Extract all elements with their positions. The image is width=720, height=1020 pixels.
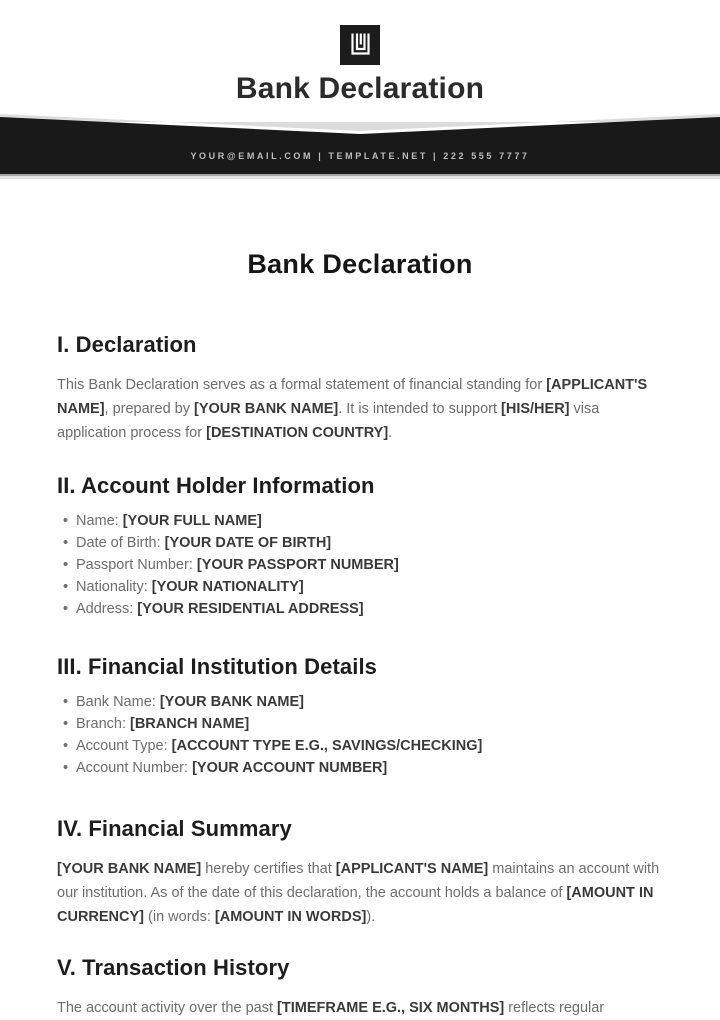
placeholder-field: [YOUR NATIONALITY] [151, 579, 304, 595]
document-title: Bank Declaration [247, 249, 473, 279]
text-run: Passport Number: [76, 557, 197, 573]
text-run: Nationality: [76, 579, 152, 595]
text-run: ). [366, 909, 376, 925]
placeholder-field: [YOUR BANK NAME] [194, 401, 339, 417]
placeholder-field: [YOUR PASSPORT NUMBER] [196, 557, 399, 573]
list-item [63, 735, 663, 757]
placeholder-field: [YOUR DATE OF BIRTH] [164, 535, 332, 551]
doc-section-1 [57, 330, 663, 445]
doc-section-3 [57, 652, 663, 779]
text-run: Account Type: [76, 738, 172, 754]
list-item [63, 713, 663, 735]
text-run: . It is intended to support [338, 401, 502, 417]
doc-section-4 [57, 814, 663, 929]
doc-section-5 [57, 953, 663, 1020]
section-paragraph [57, 996, 663, 1020]
placeholder-field: [YOUR BANK NAME] [159, 694, 305, 710]
placeholder-field: [YOUR ACCOUNT NUMBER] [192, 760, 388, 776]
placeholder-field: [HIS/HER] [501, 401, 570, 417]
placeholder-field: [TIMEFRAME E.G., SIX MONTHS] [277, 1000, 505, 1016]
list-item [63, 576, 663, 598]
list-item [63, 691, 663, 713]
bullet-list [57, 691, 663, 779]
text-run: . [388, 425, 393, 441]
letterhead-title: Bank Declaration [235, 72, 485, 105]
list-item [63, 510, 663, 532]
text-run: Branch: [76, 716, 130, 732]
section-heading: III. Financial Institution Details [57, 654, 377, 679]
text-run: Account Number: [76, 760, 193, 776]
text-run: visa application process for [57, 401, 600, 441]
section-heading: V. Transaction History [57, 955, 290, 980]
text-run: , prepared by [104, 401, 195, 417]
section-paragraph [57, 373, 663, 445]
list-item [63, 598, 663, 620]
list-item [63, 554, 663, 576]
text-run: Address: [76, 601, 138, 617]
document-sections [57, 330, 663, 1020]
section-paragraph [57, 857, 663, 929]
text-run: Name: [76, 513, 123, 529]
text-run: hereby certifies that [201, 861, 336, 877]
section-heading: IV. Financial Summary [57, 816, 292, 841]
text-run: maintains an account with our institution. As of the date of this declaration, the account holds a balance of [57, 861, 660, 901]
text-run: (in words: [144, 909, 215, 925]
placeholder-field: [AMOUNT IN CURRENCY] [57, 885, 654, 925]
section-heading: II. Account Holder Information [57, 473, 375, 498]
doc-section-2 [57, 471, 663, 620]
text-run: The account activity over the past [57, 1000, 278, 1016]
placeholder-field: [AMOUNT IN WORDS] [214, 909, 367, 925]
placeholder-field: [YOUR BANK NAME] [57, 861, 202, 877]
text-run: Date of Birth: [76, 535, 165, 551]
placeholder-field: [ACCOUNT TYPE E.G., SAVINGS/CHECKING] [171, 738, 483, 754]
bullet-list [57, 510, 663, 620]
contact-line: YOUR@EMAIL.COM | TEMPLATE.NET | 222 555 7777 [190, 151, 530, 161]
section-heading: I. Declaration [57, 332, 197, 357]
placeholder-field: [YOUR FULL NAME] [122, 513, 262, 529]
list-item [63, 532, 663, 554]
text-run: reflects regular [504, 1000, 605, 1016]
document-page [0, 182, 720, 1020]
text-run: Bank Name: [76, 694, 160, 710]
placeholder-field: [YOUR RESIDENTIAL ADDRESS] [137, 601, 364, 617]
placeholder-field: [DESTINATION COUNTRY] [206, 425, 389, 441]
list-item [63, 757, 663, 779]
text-run: This Bank Declaration serves as a formal statement of financial standing for [57, 377, 547, 393]
placeholder-field: [APPLICANT'S NAME] [335, 861, 489, 877]
placeholder-field: [APPLICANT'S NAME] [57, 377, 648, 417]
placeholder-field: [BRANCH NAME] [130, 716, 250, 732]
letterhead [0, 0, 720, 185]
